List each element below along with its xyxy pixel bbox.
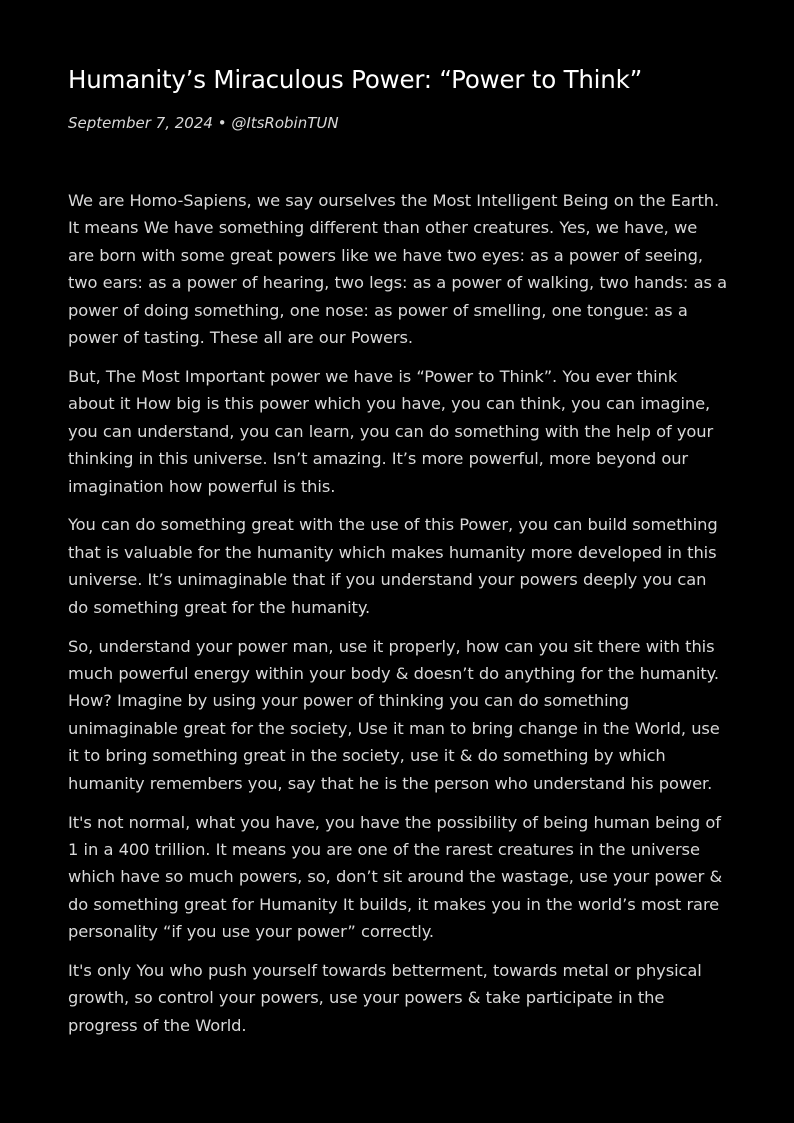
article-paragraph-2: But, The Most Important power we have is “Power to Think”. You ever think about it How big is this power which you have, you can think, you can imagine, you can understand, you can learn, you can do something with the help of your thinking in this universe. Isn’t amazing. It’s more powerful, more beyond our imagination how powerful is this.	[68, 366, 714, 496]
article-body	[68, 187, 728, 1051]
article-title: Humanity’s Miraculous Power: “Power to Think”	[68, 65, 643, 94]
article-paragraph-3: You can do something great with the use of this Power, you can build something that is valuable for the humanity which makes humanity more developed in this universe. It’s unimaginable that if you understand your powers deeply you can do something great for the humanity.	[68, 515, 718, 617]
article-paragraph-4: So, understand your power man, use it properly, how can you sit there with this much powerful energy within your body & doesn’t do anything for the humanity. How? Imagine by using your power of thinking you can do something unimaginable great for the society, Use it man to bring change in the World, use it to bring something great in the society, use it & do something by which humanity remembers you, say that he is the person who understand his power.	[68, 636, 720, 793]
article-paragraph-1: We are Homo-Sapiens, we say ourselves the Most Intelligent Being on the Earth. It means We have something different than other creatures. Yes, we have, we are born with some great powers like we have two eyes: as a power of seeing, two ears: as a power of hearing, two legs: as a power of walking, two hands: as a power of doing something, one nose: as power of smelling, one tongue: as a power of tasting. These all are our Powers.	[68, 191, 727, 348]
article-paragraph-5: It's not normal, what you have, you have the possibility of being human being of 1 in a 400 trillion. It means you are one of the rarest creatures in the universe which have so much powers, so, don’t sit around the wastage, use your power & do something great for Humanity It builds, it makes you in the world’s most rare personality “if you use your power” correctly.	[68, 812, 723, 942]
article-meta: September 7, 2024 • @ItsRobinTUN	[68, 114, 339, 132]
article-paragraph-6: It's only You who push yourself towards betterment, towards metal or physical growth, so control your powers, use your powers & take participate in the progress of the World.	[68, 961, 702, 1035]
